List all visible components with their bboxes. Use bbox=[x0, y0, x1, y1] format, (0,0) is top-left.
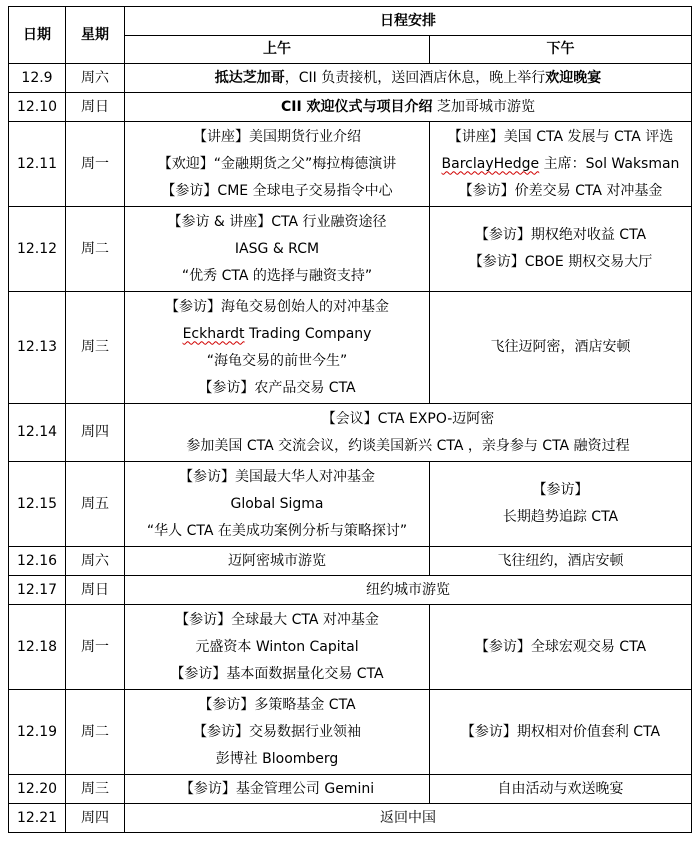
cell-line: 迈阿密城市游览 bbox=[228, 552, 326, 569]
text-segment: 芝加哥城市游览 bbox=[432, 98, 536, 115]
weekday-cell: 周二 bbox=[66, 207, 125, 292]
cell-line: 【参访】交易数据行业领袖 bbox=[193, 723, 361, 740]
schedule-row bbox=[9, 547, 692, 576]
weekday-cell: 周六 bbox=[66, 547, 125, 576]
schedule-row bbox=[9, 804, 692, 833]
weekday-cell: 周四 bbox=[66, 804, 125, 833]
cell-line: 【参访】美国最大华人对冲基金 bbox=[179, 468, 375, 485]
bold-text: CII 欢迎仪式与项目介绍 bbox=[280, 98, 433, 115]
weekday-cell: 周日 bbox=[66, 576, 125, 605]
weekday-cell: 周一 bbox=[66, 605, 125, 690]
schedule-am-cell bbox=[125, 690, 430, 775]
cell-line: 【会议】CTA EXPO-迈阿密 bbox=[321, 410, 495, 427]
schedule-full-cell bbox=[125, 576, 692, 605]
cell-line: 【参访】CBOE 期权交易大厅 bbox=[468, 254, 653, 270]
cell-line: 返回中国 bbox=[380, 809, 436, 826]
weekday-cell: 周三 bbox=[66, 775, 125, 804]
date-cell: 12.12 bbox=[9, 207, 66, 292]
schedule-row bbox=[9, 122, 692, 207]
schedule-pm-cell bbox=[430, 690, 692, 775]
cell-line: 元盛资本 Winton Capital bbox=[195, 638, 359, 655]
cell-line: 【参访】全球宏观交易 CTA bbox=[474, 638, 647, 655]
header-am: 上午 bbox=[125, 36, 430, 64]
date-cell: 12.18 bbox=[9, 605, 66, 690]
bold-text: 抵达芝加哥 bbox=[214, 69, 285, 86]
schedule-pm-cell bbox=[430, 122, 692, 207]
schedule-pm-cell bbox=[430, 605, 692, 690]
cell-line: 【讲座】美国 CTA 发展与 CTA 评选 bbox=[447, 128, 674, 145]
cell-line: “优秀 CTA 的选择与融资支持” bbox=[181, 267, 373, 284]
bold-text: 欢迎晚宴 bbox=[545, 69, 602, 86]
schedule-full-cell bbox=[125, 804, 692, 833]
table-header bbox=[9, 7, 692, 64]
schedule-row bbox=[9, 775, 692, 804]
date-cell: 12.15 bbox=[9, 462, 66, 547]
cell-line: “华人 CTA 在美成功案例分析与策略探讨” bbox=[146, 522, 408, 539]
schedule-row bbox=[9, 605, 692, 690]
schedule-pm-cell bbox=[430, 775, 692, 804]
text-segment: BarclayHedge bbox=[441, 155, 540, 172]
schedule-am-cell bbox=[125, 292, 430, 404]
schedule-am-cell bbox=[125, 207, 430, 292]
date-cell: 12.16 bbox=[9, 547, 66, 576]
cell-line: 【参访】海龟交易创始人的对冲基金 bbox=[165, 298, 389, 315]
weekday-cell: 周日 bbox=[66, 93, 125, 122]
schedule-full-cell bbox=[125, 404, 692, 462]
date-cell: 12.21 bbox=[9, 804, 66, 833]
schedule-full-cell bbox=[125, 93, 692, 122]
date-cell: 12.19 bbox=[9, 690, 66, 775]
cell-line: Global Sigma bbox=[230, 495, 324, 512]
header-schedule: 日程安排 bbox=[125, 7, 692, 36]
cell-line: 【参访】CME 全球电子交易指令中心 bbox=[161, 182, 393, 199]
cell-line: 长期趋势追踪 CTA bbox=[502, 509, 619, 525]
weekday-cell: 周六 bbox=[66, 64, 125, 93]
text-segment: Eckhardt bbox=[182, 325, 245, 342]
cell-line: 飞往迈阿密，酒店安顿 bbox=[490, 339, 631, 355]
cell-line: 飞往纽约，酒店安顿 bbox=[497, 552, 624, 569]
cell-line: 【参访】期权绝对收益 CTA bbox=[474, 227, 647, 243]
cell-line: 纽约城市游览 bbox=[366, 581, 450, 598]
schedule-body bbox=[9, 64, 692, 833]
cell-line: 【参访】全球最大 CTA 对冲基金 bbox=[175, 611, 379, 628]
schedule-table bbox=[8, 6, 692, 833]
schedule-pm-cell bbox=[430, 207, 692, 292]
schedule-full-cell bbox=[125, 64, 692, 93]
cell-line bbox=[432, 151, 689, 178]
cell-line: 【参访】期权相对价值套利 CTA bbox=[460, 723, 661, 740]
cell-line: 【参访】农产品交易 CTA bbox=[198, 379, 356, 396]
date-cell: 12.10 bbox=[9, 93, 66, 122]
cell-line bbox=[127, 65, 689, 92]
cell-line: 【参访 & 讲座】CTA 行业融资途径 bbox=[167, 213, 387, 230]
schedule-am-cell bbox=[125, 122, 430, 207]
text-segment: 主席：Sol Waksman bbox=[539, 155, 680, 172]
schedule-pm-cell bbox=[430, 292, 692, 404]
cell-line: 【参访】基本面数据量化交易 CTA bbox=[170, 665, 384, 682]
schedule-am-cell bbox=[125, 605, 430, 690]
cell-line: 自由活动与欢送晚宴 bbox=[497, 780, 624, 797]
cell-line: 【参访】 bbox=[532, 482, 589, 498]
schedule-row bbox=[9, 404, 692, 462]
cell-line: 【参访】价差交易 CTA 对冲基金 bbox=[458, 182, 663, 199]
date-cell: 12.14 bbox=[9, 404, 66, 462]
schedule-am-cell bbox=[125, 775, 430, 804]
date-cell: 12.17 bbox=[9, 576, 66, 605]
schedule-row bbox=[9, 292, 692, 404]
text-segment: ，CII 负责接机，送回酒店休息，晚上举行 bbox=[284, 69, 546, 86]
schedule-row bbox=[9, 462, 692, 547]
header-pm: 下午 bbox=[430, 36, 692, 64]
cell-line: 【欢迎】“金融期货之父”梅拉梅德演讲 bbox=[157, 155, 397, 172]
cell-line: 参加美国 CTA 交流会议，约谈美国新兴 CTA ，亲身参与 CTA 融资过程 bbox=[186, 437, 630, 454]
schedule-row bbox=[9, 64, 692, 93]
text-segment: Trading Company bbox=[244, 325, 372, 342]
date-cell: 12.20 bbox=[9, 775, 66, 804]
cell-line: 彭博社 Bloomberg bbox=[215, 750, 339, 767]
weekday-cell: 周五 bbox=[66, 462, 125, 547]
schedule-am-cell bbox=[125, 547, 430, 576]
cell-line: 【参访】多策略基金 CTA bbox=[198, 696, 356, 713]
weekday-cell: 周二 bbox=[66, 690, 125, 775]
date-cell: 12.13 bbox=[9, 292, 66, 404]
cell-line bbox=[127, 321, 427, 348]
cell-line: “海龟交易的前世今生” bbox=[206, 352, 348, 369]
schedule-pm-cell bbox=[430, 547, 692, 576]
header-date: 日期 bbox=[9, 7, 66, 64]
date-cell: 12.11 bbox=[9, 122, 66, 207]
schedule-row bbox=[9, 576, 692, 605]
cell-line: 【参访】基金管理公司 Gemini bbox=[179, 780, 375, 797]
schedule-row bbox=[9, 690, 692, 775]
cell-line: IASG & RCM bbox=[234, 240, 320, 257]
weekday-cell: 周四 bbox=[66, 404, 125, 462]
schedule-pm-cell bbox=[430, 462, 692, 547]
cell-line: 【讲座】美国期货行业介绍 bbox=[193, 128, 361, 145]
schedule-row bbox=[9, 93, 692, 122]
cell-line bbox=[127, 94, 689, 121]
header-weekday: 星期 bbox=[66, 7, 125, 64]
weekday-cell: 周一 bbox=[66, 122, 125, 207]
schedule-row bbox=[9, 207, 692, 292]
date-cell: 12.9 bbox=[9, 64, 66, 93]
weekday-cell: 周三 bbox=[66, 292, 125, 404]
schedule-am-cell bbox=[125, 462, 430, 547]
